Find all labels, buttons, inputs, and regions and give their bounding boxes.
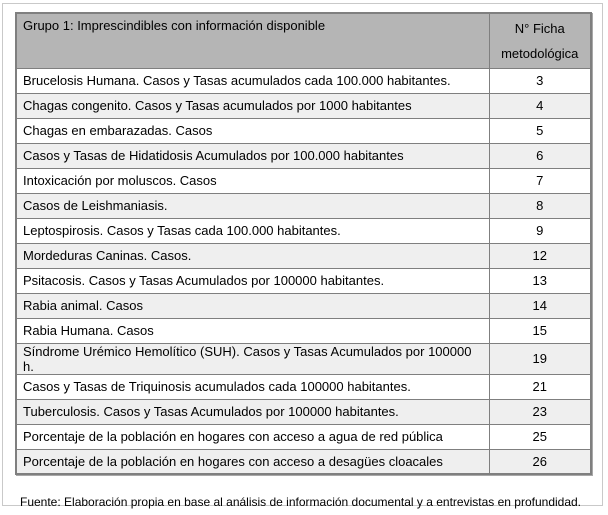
ficha-column-header: N° Ficha metodológica (489, 13, 591, 68)
ficha-cell: 14 (489, 293, 591, 318)
ficha-cell: 5 (489, 118, 591, 143)
indicator-cell: Leptospirosis. Casos y Tasas cada 100.000 habitantes. (16, 218, 489, 243)
ficha-cell: 8 (489, 193, 591, 218)
ficha-cell: 3 (489, 68, 591, 93)
indicator-cell: Casos y Tasas de Hidatidosis Acumulados por 100.000 habitantes (16, 143, 489, 168)
ficha-cell: 15 (489, 318, 591, 343)
indicator-cell: Mordeduras Caninas. Casos. (16, 243, 489, 268)
ficha-cell: 13 (489, 268, 591, 293)
table-row (16, 318, 591, 343)
table-row (16, 424, 591, 449)
indicator-cell: Porcentaje de la población en hogares con acceso a desagües cloacales (16, 449, 489, 474)
group-title-header: Grupo 1: Imprescindibles con información disponible (16, 13, 489, 68)
table-row (16, 293, 591, 318)
ficha-cell: 25 (489, 424, 591, 449)
indicator-cell: Brucelosis Humana. Casos y Tasas acumulados cada 100.000 habitantes. (16, 68, 489, 93)
ficha-cell: 26 (489, 449, 591, 474)
table-row (16, 143, 591, 168)
indicator-cell: Intoxicación por moluscos. Casos (16, 168, 489, 193)
table-row (16, 374, 591, 399)
indicator-cell: Casos de Leishmaniasis. (16, 193, 489, 218)
indicator-cell: Rabia Humana. Casos (16, 318, 489, 343)
source-note: Fuente: Elaboración propia en base al análisis de información documental y a entrevistas en profundidad. (20, 495, 582, 509)
indicator-cell: Rabia animal. Casos (16, 293, 489, 318)
table-row (16, 243, 591, 268)
table-row (16, 449, 591, 474)
table-row (16, 168, 591, 193)
ficha-cell: 21 (489, 374, 591, 399)
ficha-cell: 6 (489, 143, 591, 168)
ficha-cell: 7 (489, 168, 591, 193)
ficha-cell: 4 (489, 93, 591, 118)
table-row (16, 193, 591, 218)
indicator-cell: Síndrome Urémico Hemolítico (SUH). Casos y Tasas Acumulados por 100000 h. (16, 343, 489, 374)
indicator-cell: Porcentaje de la población en hogares con acceso a agua de red pública (16, 424, 489, 449)
table-row (16, 399, 591, 424)
table-header-row (16, 13, 591, 68)
table-row (16, 218, 591, 243)
ficha-cell: 9 (489, 218, 591, 243)
table-row (16, 93, 591, 118)
indicators-table-container (15, 12, 592, 475)
page-frame (2, 3, 603, 509)
ficha-cell: 23 (489, 399, 591, 424)
indicator-cell: Chagas en embarazadas. Casos (16, 118, 489, 143)
indicators-table (15, 12, 592, 475)
table-row (16, 118, 591, 143)
indicator-cell: Psitacosis. Casos y Tasas Acumulados por 100000 habitantes. (16, 268, 489, 293)
indicator-cell: Casos y Tasas de Triquinosis acumulados cada 100000 habitantes. (16, 374, 489, 399)
table-row (16, 68, 591, 93)
table-row (16, 343, 591, 374)
ficha-cell: 12 (489, 243, 591, 268)
indicator-cell: Chagas congenito. Casos y Tasas acumulados por 1000 habitantes (16, 93, 489, 118)
indicator-cell: Tuberculosis. Casos y Tasas Acumulados por 100000 habitantes. (16, 399, 489, 424)
ficha-cell: 19 (489, 343, 591, 374)
table-row (16, 268, 591, 293)
